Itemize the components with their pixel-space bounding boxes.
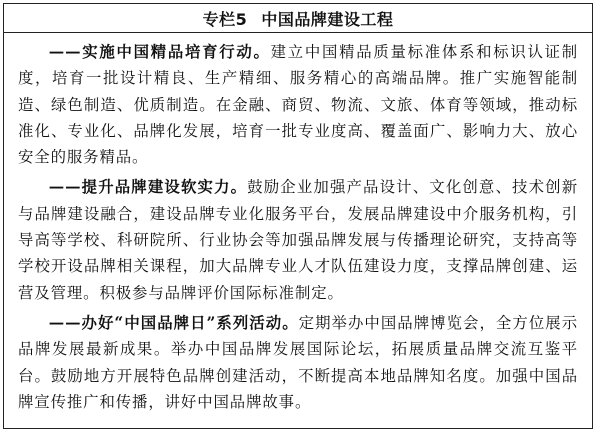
paragraph-lead: ——办好“中国品牌日”系列活动。 (48, 313, 299, 332)
paragraph-text: 定期举办中国品牌博览会，全方位展示品牌发展最新成果。举办中国品牌发展国际论坛，拓展质量品牌交流互鉴平台。鼓励地方开展特色品牌创建活动，不断提高本地品牌知名度。加强中国品牌宣传推广和传播，讲好中国品牌故事。 (18, 313, 578, 411)
paragraph-lead: ——提升品牌建设软实力。 (48, 178, 248, 197)
box-tag: 专栏5 (202, 9, 248, 29)
paragraph-brand-day (18, 310, 578, 415)
box-title: 中国品牌建设工程 (261, 9, 394, 29)
paragraph-quality-products (18, 39, 578, 170)
paragraph-soft-power (18, 174, 578, 305)
paragraph-lead: ——实施中国精品培育行动。 (48, 43, 271, 61)
box-body (4, 33, 592, 425)
paragraph-text: 鼓励企业加强产品设计、文化创意、技术创新与品牌建设融合，建设品牌专业化服务平台，发展品牌建设中介服务机构，引导高等学校、科研院所、行业协会等加强品牌发展与传播理论研究，支持高等学校开设品牌相关课程，加大品牌专业人才队伍建设力度，支撑品牌创建、运营及管理。积极参与品牌评价国际标准制定。 (18, 178, 578, 302)
feature-box (3, 3, 593, 429)
box-title-bar (4, 4, 592, 33)
paragraph-text: 建立中国精品质量标准体系和标识认证制度，培育一批设计精良、生产精细、服务精心的高端品牌。推广实施智能制造、绿色制造、优质制造。在金融、商贸、物流、文旅、体育等领域，推动标准化、专业化、品牌化发展，培育一批专业度高、覆盖面广、影响力大、放心安全的服务精品。 (18, 43, 579, 167)
